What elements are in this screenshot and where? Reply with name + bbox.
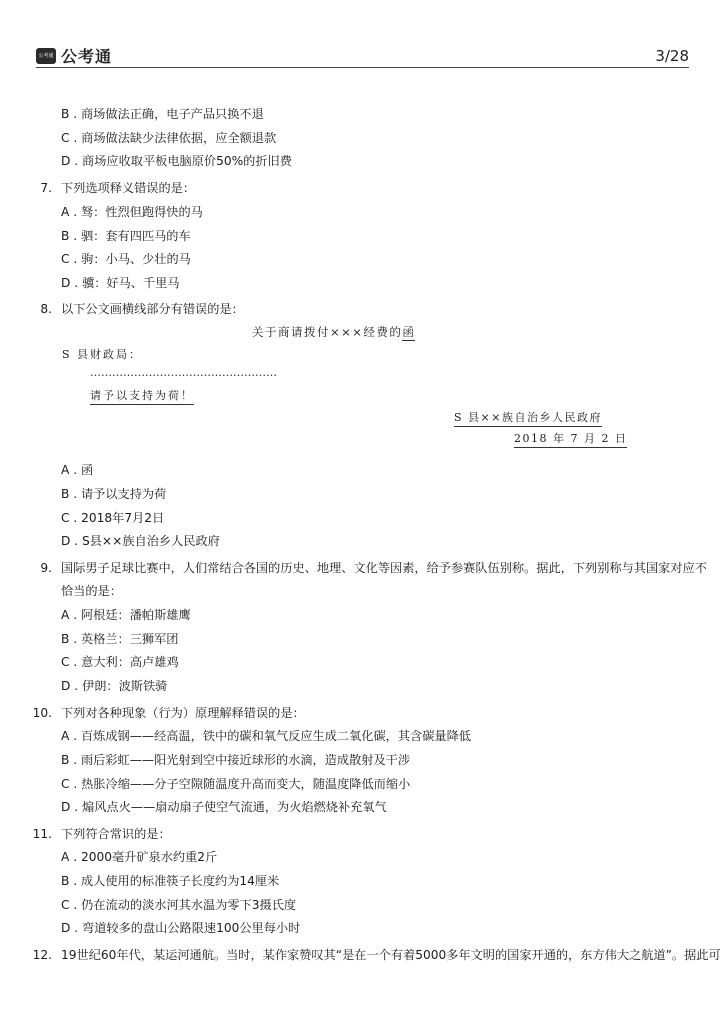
q6-option-c: C . 商场做法缺少法律依据，应全额退款 — [61, 131, 277, 145]
q7-option-b: B . 驷：套有四匹马的车 — [61, 229, 191, 243]
q12-number: 12. — [32, 948, 52, 962]
q10-option-a: A . 百炼成钢——经高温，铁中的碳和氧气反应生成二氧化碳，其含碳量降低 — [61, 729, 471, 743]
doc-figure-body-dots: …………………………………………… — [90, 366, 277, 379]
q9-stem-line1: 国际男子足球比赛中，人们常结合各国的历史、地理、文化等因素，给予参赛队伍别称。据此，下列别称与其国家对应不 — [61, 561, 707, 575]
q7-number: 7. — [40, 181, 52, 195]
q10-number: 10. — [32, 706, 52, 720]
doc-figure-title-text: 关于商请拨付×××经费的 — [252, 325, 403, 339]
q11-option-c: C . 仍在流动的淡水河其水温为零下3摄氏度 — [61, 898, 297, 912]
header-divider — [36, 67, 689, 68]
q7-stem: 下列选项释义错误的是： — [61, 181, 196, 195]
q9-stem-line2: 恰当的是： — [61, 584, 122, 598]
logo — [36, 44, 112, 67]
q8-option-c: C . 2018年7月2日 — [61, 511, 165, 525]
q7-option-c: C . 驹：小马、少壮的马 — [61, 252, 191, 266]
q10-option-d: D . 煽风点火——扇动扇子使空气流通，为火焰燃烧补充氧气 — [61, 800, 387, 814]
q7-option-d: D . 骥：好马、千里马 — [61, 276, 180, 290]
page-number: 3/28 — [655, 47, 689, 65]
doc-figure-date: 2018 年 7 月 2 日 — [514, 430, 627, 448]
q10-stem: 下列对各种现象（行为）原理解释错误的是： — [61, 706, 305, 720]
q8-option-b: B . 请予以支持为荷 — [61, 487, 167, 501]
q7-option-a: A . 驽：性烈但跑得快的马 — [61, 205, 203, 219]
logo-mark: 公考通 — [36, 48, 56, 64]
q9-option-b: B . 英格兰：三狮军团 — [61, 632, 179, 646]
doc-figure-addressee: S 县财政局： — [62, 348, 143, 361]
logo-text: 公考通 — [61, 47, 113, 66]
q9-number: 9. — [40, 561, 52, 575]
q8-number: 8. — [40, 302, 52, 316]
q10-option-c: C . 热胀冷缩——分子空隙随温度升高而变大，随温度降低而缩小 — [61, 777, 411, 791]
q11-stem: 下列符合常识的是： — [61, 827, 171, 841]
doc-figure-title — [252, 324, 415, 340]
doc-figure-issuer: S 县××族自治乡人民政府 — [454, 409, 602, 427]
q11-number: 11. — [32, 827, 52, 841]
doc-figure-title-underlined: 函 — [402, 325, 416, 339]
q8-option-a: A . 函 — [61, 463, 94, 477]
q8-option-d: D . S县××族自治乡人民政府 — [61, 534, 220, 548]
page-header — [36, 42, 689, 68]
q11-option-a: A . 2000毫升矿泉水约重2斤 — [61, 850, 218, 864]
q9-option-c: C . 意大利：高卢雄鸡 — [61, 655, 179, 669]
q6-option-b: B . 商场做法正确，电子产品只换不退 — [61, 107, 264, 121]
doc-figure-request: 请予以支持为荷！ — [90, 387, 194, 405]
q9-option-a: A . 阿根廷：潘帕斯雄鹰 — [61, 608, 191, 622]
q10-option-b: B . 雨后彩虹——阳光射到空中接近球形的水滴，造成散射及干涉 — [61, 753, 411, 767]
q12-stem-line1: 19世纪60年代，某运河通航。当时，某作家赞叹其“是在一个有着5000多年文明的国家开通的，东方伟大之航道”。据此可 — [61, 948, 721, 962]
q6-option-d: D . 商场应收取平板电脑原价50%的折旧费 — [61, 154, 292, 168]
q8-stem: 以下公文画横线部分有错误的是： — [61, 302, 244, 316]
q11-option-d: D . 弯道较多的盘山公路限速100公里每小时 — [61, 921, 301, 935]
q9-option-d: D . 伊朗：波斯铁骑 — [61, 679, 168, 693]
q11-option-b: B . 成人使用的标准筷子长度约为14厘米 — [61, 874, 280, 888]
